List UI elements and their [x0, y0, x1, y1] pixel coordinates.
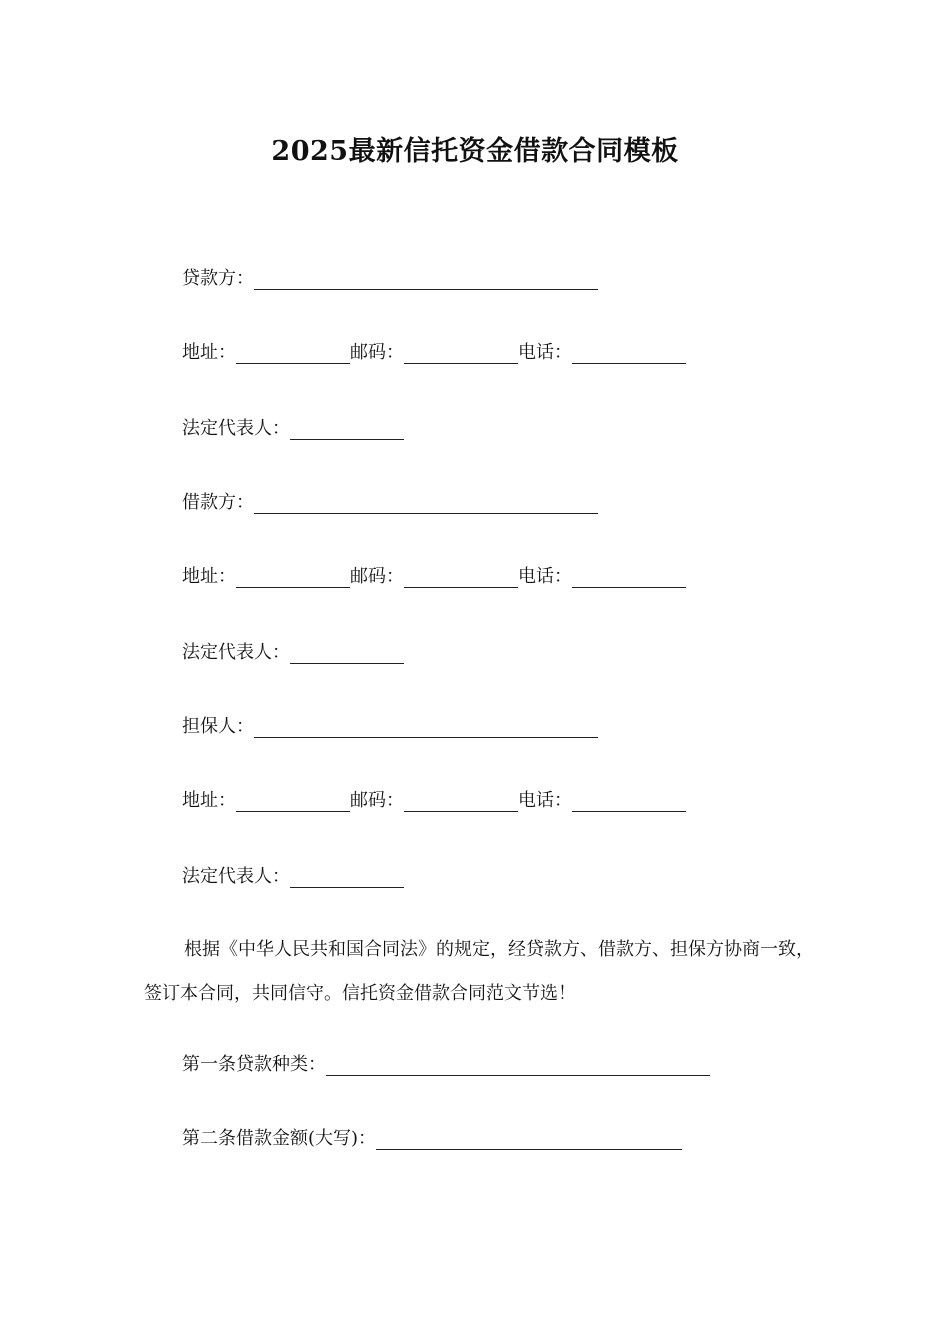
article-2-line [182, 1126, 682, 1152]
borrower-postcode-blank[interactable] [404, 567, 518, 588]
guarantor-label: 担保人： [182, 716, 254, 737]
guarantor-rep-label: 法定代表人： [182, 866, 290, 887]
borrower-blank[interactable] [254, 493, 598, 514]
borrower-address-label: 地址： [182, 566, 236, 587]
borrower-postcode-label: 邮码： [350, 566, 404, 587]
guarantor-postcode-blank[interactable] [404, 791, 518, 812]
guarantor-phone-label: 电话： [518, 790, 572, 811]
lender-rep-blank[interactable] [290, 419, 404, 440]
borrower-address-blank[interactable] [236, 567, 350, 588]
guarantor-address-blank[interactable] [236, 791, 350, 812]
article-1-label: 第一条贷款种类： [182, 1054, 326, 1075]
guarantor-phone-blank[interactable] [572, 791, 686, 812]
guarantor-postcode-label: 邮码： [350, 790, 404, 811]
article-1-blank[interactable] [326, 1055, 710, 1076]
lender-contact-line [182, 340, 686, 366]
lender-rep-label: 法定代表人： [182, 418, 290, 439]
article-1-line [182, 1052, 710, 1078]
guarantor-contact-line [182, 788, 686, 814]
preamble-paragraph: 根据《中华人民共和国合同法》的规定，经贷款方、借款方、担保方协商一致，签订本合同，共同信守。信托资金借款合同范文节选！ [144, 939, 814, 1004]
guarantor-line [182, 714, 598, 740]
article-2-label: 第二条借款金额(大写)： [182, 1128, 377, 1149]
borrower-rep-label: 法定代表人： [182, 642, 290, 663]
lender-address-label: 地址： [182, 342, 236, 363]
borrower-line [182, 490, 598, 516]
lender-line [182, 266, 598, 292]
lender-phone-label: 电话： [518, 342, 572, 363]
borrower-contact-line [182, 564, 686, 590]
lender-rep-line [182, 416, 404, 442]
article-2-blank[interactable] [376, 1129, 682, 1150]
borrower-phone-blank[interactable] [572, 567, 686, 588]
borrower-rep-line [182, 640, 404, 666]
borrower-rep-blank[interactable] [290, 643, 404, 664]
lender-blank[interactable] [254, 269, 598, 290]
guarantor-rep-line [182, 864, 404, 890]
guarantor-rep-blank[interactable] [290, 867, 404, 888]
borrower-phone-label: 电话： [518, 566, 572, 587]
lender-postcode-blank[interactable] [404, 343, 518, 364]
borrower-label: 借款方： [182, 492, 254, 513]
lender-postcode-label: 邮码： [350, 342, 404, 363]
lender-address-blank[interactable] [236, 343, 350, 364]
guarantor-blank[interactable] [254, 717, 598, 738]
lender-label: 贷款方： [182, 268, 254, 289]
document-title: 2025最新信托资金借款合同模板 [271, 136, 679, 167]
guarantor-address-label: 地址： [182, 790, 236, 811]
lender-phone-blank[interactable] [572, 343, 686, 364]
